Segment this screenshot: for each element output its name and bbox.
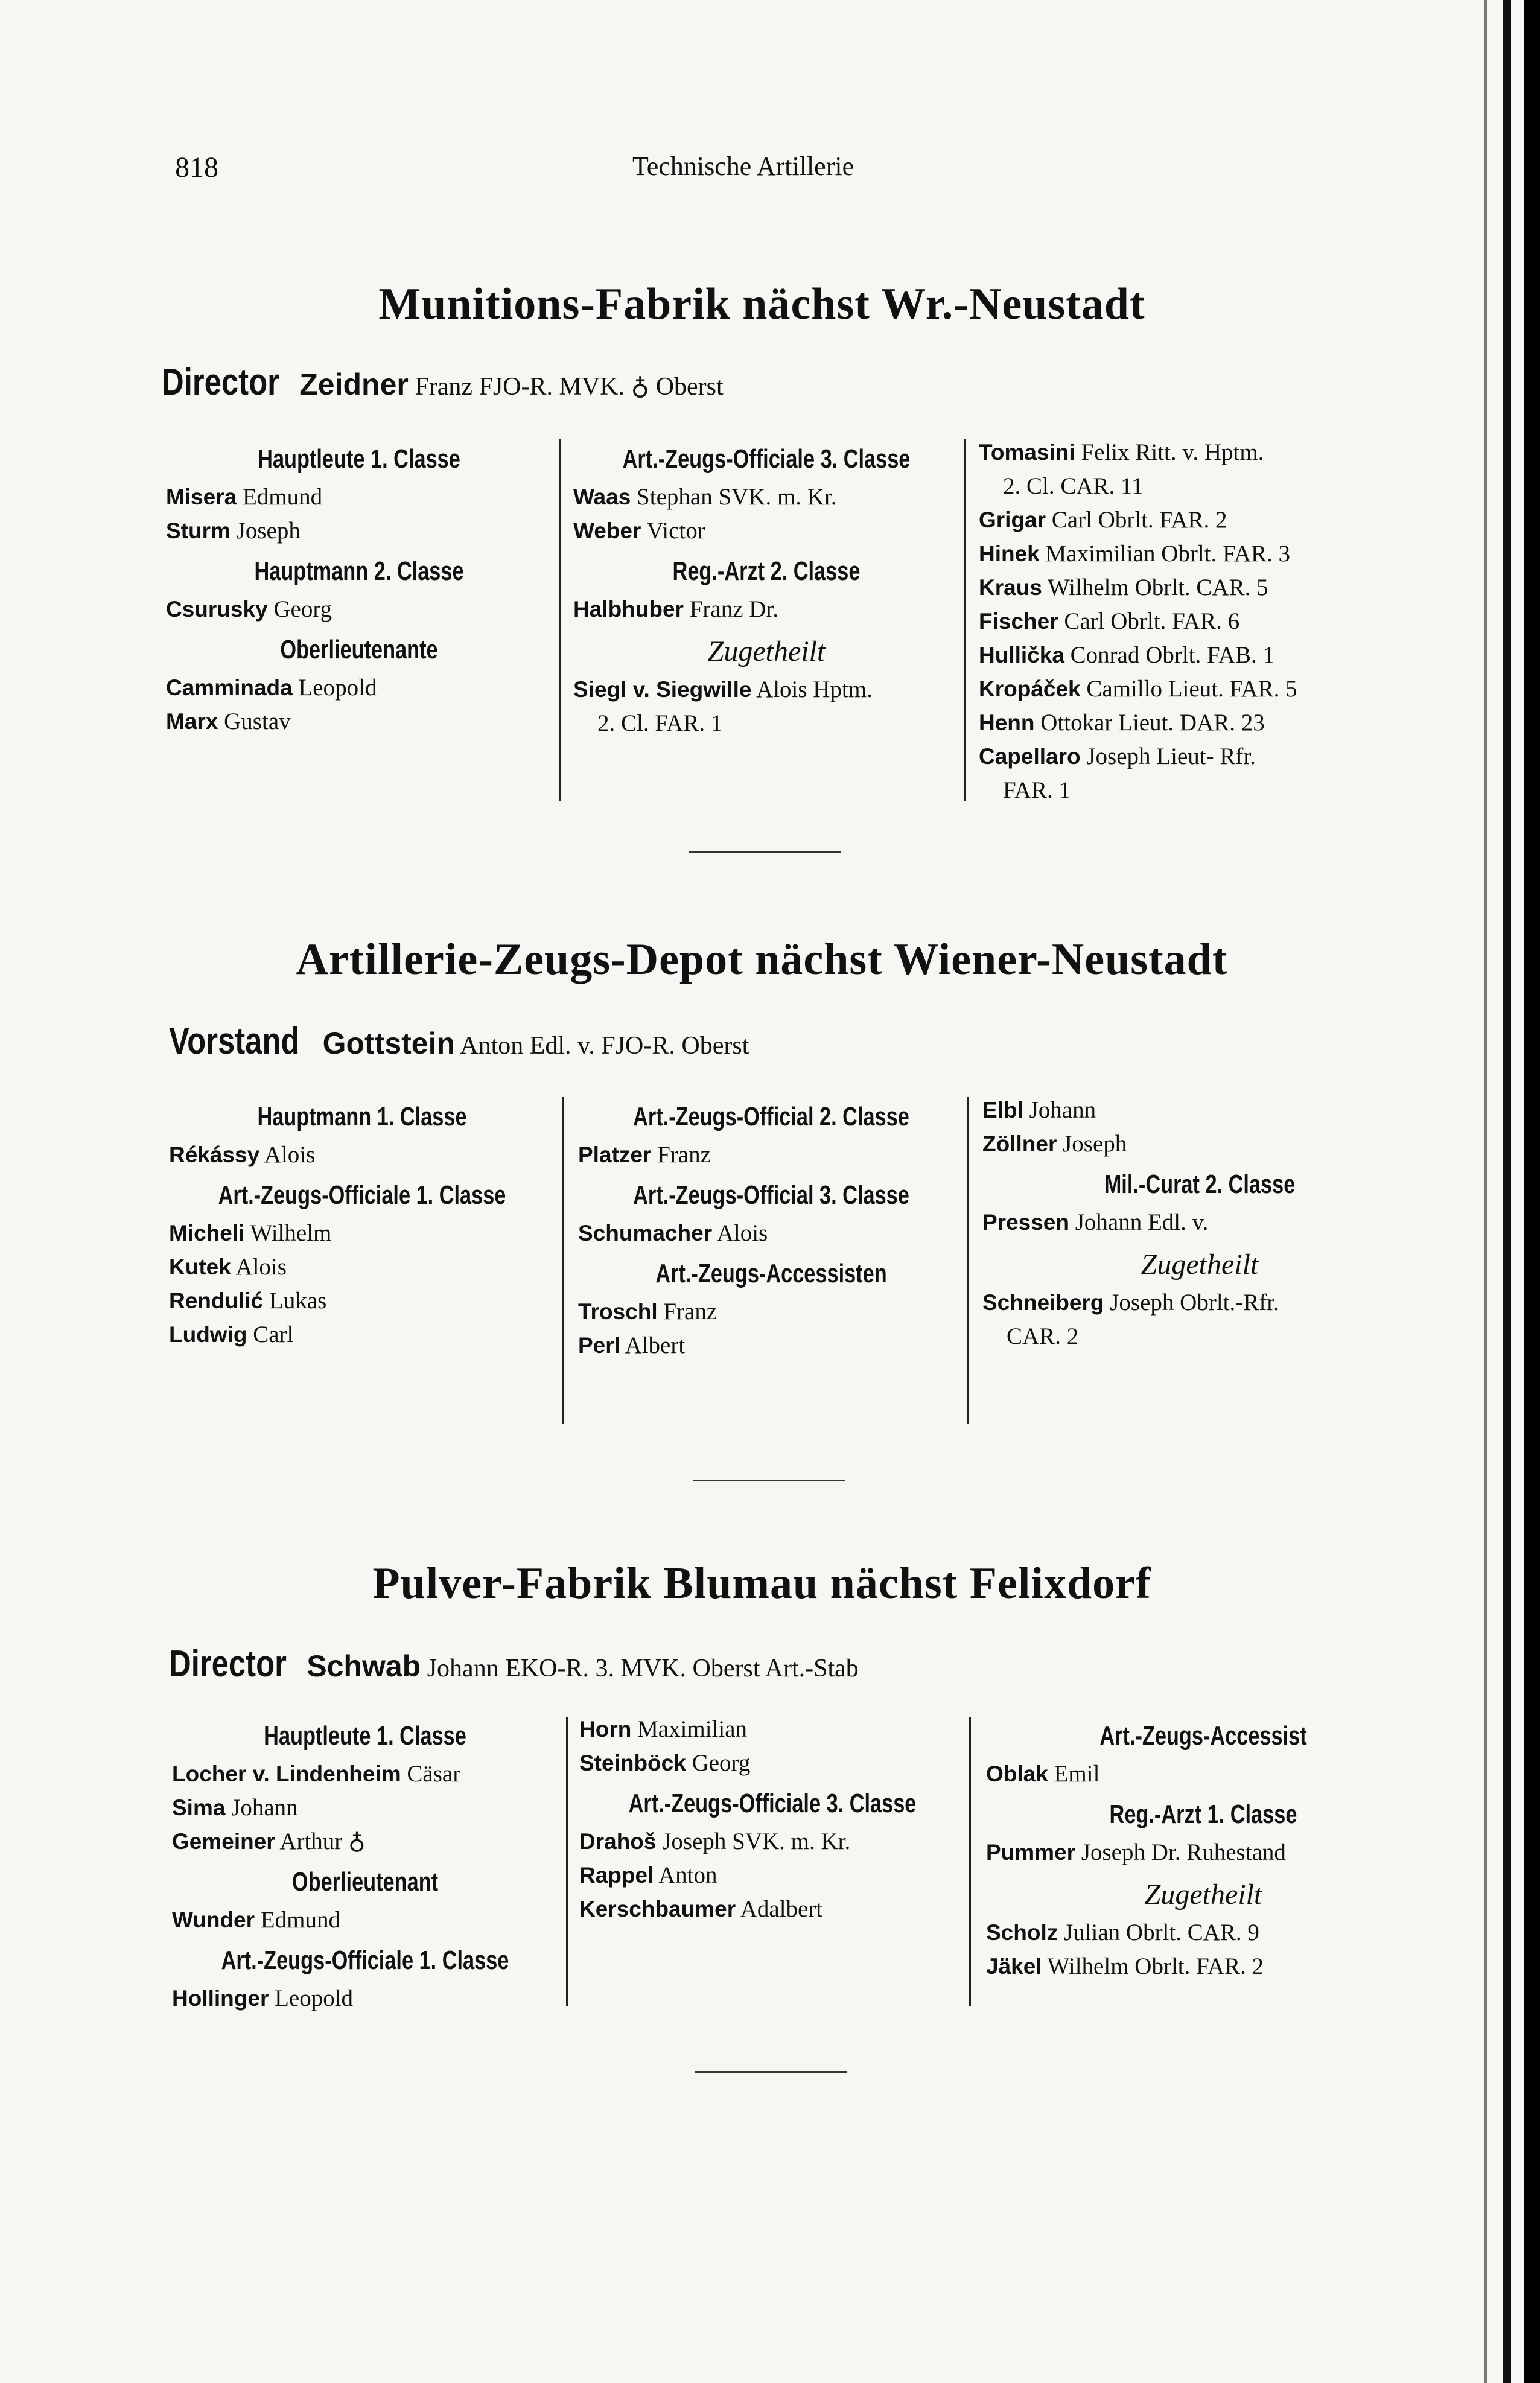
personnel-entry: [166, 671, 552, 705]
entry-detail: Lukas: [269, 1288, 327, 1314]
entry-detail: CAR. 2: [1007, 1323, 1079, 1349]
entry-continuation: [979, 469, 1413, 503]
rank-heading: Art.-Zeugs-Officiale 1. Classe: [218, 1180, 506, 1210]
lead-details: Franz FJO-R. MVK. ♁ Oberst: [415, 373, 724, 401]
column-divider: [566, 1717, 568, 2006]
personnel-entry: [169, 1217, 555, 1250]
entry-detail: 2. Cl. CAR. 11: [1003, 473, 1144, 499]
section3-column1: [172, 1713, 558, 2016]
entry-detail: Julian Obrlt. CAR. 9: [1064, 1920, 1259, 1946]
entry-surname: Gemeiner: [172, 1829, 275, 1854]
entry-surname: Siegl v. Siegwille: [573, 677, 752, 702]
personnel-entry: [579, 1713, 966, 1746]
entry-detail: Gustav: [224, 708, 291, 734]
rank-heading: Oberlieutenant: [291, 1867, 439, 1897]
personnel-entry: [982, 1093, 1417, 1127]
entry-detail: Arthur ♁: [279, 1828, 366, 1854]
entry-surname: Kropáček: [979, 676, 1081, 701]
entry-detail: Ottokar Lieut. DAR. 23: [1040, 710, 1265, 736]
personnel-entry: [578, 1138, 964, 1172]
personnel-entry: [579, 1892, 966, 1926]
entry-surname: Rékássy: [169, 1142, 260, 1167]
personnel-entry: [986, 1836, 1421, 1869]
entry-detail: Carl: [253, 1322, 294, 1347]
entry-surname: Henn: [979, 710, 1035, 735]
entry-detail: Joseph SVK. m. Kr.: [662, 1828, 851, 1854]
personnel-entry: [986, 1950, 1421, 1984]
entry-detail: Conrad Obrlt. FAB. 1: [1070, 642, 1275, 668]
entry-continuation: [573, 707, 959, 740]
section1-column3: [979, 436, 1413, 807]
personnel-entry: [979, 503, 1413, 537]
entry-surname: Wunder: [172, 1907, 255, 1932]
personnel-entry: [579, 1746, 966, 1780]
personnel-entry: [166, 705, 552, 739]
personnel-entry: [982, 1127, 1417, 1161]
rank-heading: Art.-Zeugs-Official 2. Classe: [633, 1102, 909, 1131]
entry-surname: Horn: [579, 1717, 632, 1742]
entry-detail: Johann: [1029, 1097, 1096, 1123]
entry-surname: Sima: [172, 1795, 226, 1820]
rank-heading: Art.-Zeugs-Accessisten: [655, 1259, 887, 1288]
rank-heading: Art.-Zeugs-Officiale 3. Classe: [628, 1789, 917, 1818]
rank-heading: Reg.-Arzt 2. Classe: [672, 556, 861, 586]
entry-detail: Carl Obrlt. FAR. 2: [1051, 507, 1227, 533]
entry-surname: Kerschbaumer: [579, 1897, 736, 1921]
entry-surname: Weber: [573, 518, 641, 543]
personnel-entry: [169, 1318, 555, 1352]
entry-detail: Cäsar: [407, 1761, 461, 1787]
entry-surname: Steinböck: [579, 1751, 686, 1775]
personnel-entry: [172, 1982, 558, 2016]
rank-heading: Hauptleute 1. Classe: [264, 1721, 466, 1751]
entry-surname: Capellaro: [979, 744, 1081, 769]
personnel-entry: [979, 638, 1413, 672]
attached-heading: Zugetheilt: [707, 635, 826, 667]
section2-column3: [982, 1093, 1417, 1354]
personnel-entry: [986, 1916, 1421, 1950]
column-divider: [559, 439, 561, 801]
entry-surname: Perl: [578, 1333, 620, 1358]
entry-surname: Hollinger: [172, 1986, 269, 2011]
entry-detail: Franz Dr.: [689, 596, 779, 622]
entry-detail: Franz: [663, 1299, 718, 1325]
entry-detail: Camillo Lieut. FAR. 5: [1086, 676, 1297, 702]
entry-detail: Joseph Lieut- Rfr.: [1086, 743, 1256, 769]
entry-detail: Joseph Obrlt.-Rfr.: [1110, 1290, 1279, 1316]
entry-detail: Adalbert: [740, 1896, 823, 1922]
page-number: 818: [175, 151, 218, 183]
lead-name: Schwab: [307, 1649, 421, 1683]
personnel-entry: [166, 514, 552, 548]
entry-detail: Anton: [658, 1862, 718, 1888]
personnel-entry: [172, 1903, 558, 1937]
page-edge-shadow: [1484, 0, 1487, 2383]
entry-detail: Maximilian Obrlt. FAR. 3: [1045, 541, 1291, 567]
entry-detail: FAR. 1: [1003, 777, 1071, 803]
personnel-entry: [979, 605, 1413, 638]
personnel-entry: [979, 672, 1413, 706]
personnel-entry: [172, 1791, 558, 1825]
entry-surname: Rendulić: [169, 1288, 264, 1313]
lead-role: Vorstand: [169, 1020, 300, 1062]
entry-surname: Camminada: [166, 675, 293, 700]
entry-surname: Elbl: [982, 1098, 1023, 1122]
section2-column1: [169, 1093, 555, 1352]
entry-detail: Edmund: [242, 484, 323, 510]
entry-surname: Scholz: [986, 1920, 1058, 1945]
personnel-entry: [578, 1295, 964, 1329]
personnel-entry: [982, 1206, 1417, 1239]
section-title-munitions: Munitions-Fabrik nächst Wr.-Neustadt: [378, 279, 1145, 329]
entry-detail: Carl Obrlt. FAR. 6: [1064, 608, 1240, 634]
personnel-entry: [979, 740, 1413, 774]
personnel-entry: [166, 480, 552, 514]
entry-detail: Joseph: [1063, 1131, 1127, 1157]
entry-detail: Johann: [231, 1795, 298, 1821]
entry-detail: Alois: [235, 1254, 287, 1280]
section-lead-pulver: [169, 1643, 859, 1685]
rank-heading: Oberlieutenante: [280, 635, 438, 664]
rank-heading: Reg.-Arzt 1. Classe: [1109, 1799, 1297, 1829]
entry-detail: Joseph Dr. Ruhestand: [1081, 1839, 1286, 1865]
personnel-entry: [578, 1217, 964, 1250]
attached-heading: Zugetheilt: [1144, 1879, 1262, 1911]
entry-surname: Pressen: [982, 1210, 1069, 1235]
lead-name: Zeidner: [299, 367, 409, 401]
entry-surname: Micheli: [169, 1221, 245, 1246]
entry-detail: Alois: [264, 1142, 316, 1168]
entry-detail: Alois: [716, 1220, 768, 1246]
personnel-entry: [166, 593, 552, 626]
entry-surname: Schumacher: [578, 1221, 713, 1246]
section-title-pulver: Pulver-Fabrik Blumau nächst Felixdorf: [372, 1559, 1151, 1608]
column-divider: [969, 1717, 971, 2006]
section-separator: [689, 851, 841, 853]
entry-surname: Oblak: [986, 1761, 1048, 1786]
entry-surname: Locher v. Lindenheim: [172, 1761, 401, 1786]
entry-detail: Albert: [625, 1332, 686, 1358]
entry-surname: Sturm: [166, 518, 231, 543]
entry-surname: Csurusky: [166, 597, 268, 622]
section1-column2: [573, 436, 959, 740]
entry-surname: Grigar: [979, 507, 1046, 532]
personnel-entry: [579, 1825, 966, 1859]
lead-name: Gottstein: [322, 1026, 456, 1060]
personnel-entry: [172, 1825, 558, 1859]
section-lead-munitions: [162, 361, 724, 404]
lead-role: Director: [169, 1643, 287, 1685]
personnel-entry: [169, 1284, 555, 1318]
personnel-entry: [979, 436, 1413, 469]
entry-surname: Pummer: [986, 1840, 1076, 1865]
rank-heading: Hauptmann 1. Classe: [257, 1102, 467, 1131]
entry-detail: Joseph: [236, 518, 301, 544]
section2-column2: [578, 1093, 964, 1363]
personnel-entry: [982, 1286, 1417, 1320]
entry-detail: Georg: [692, 1750, 751, 1776]
entry-surname: Schneiberg: [982, 1290, 1104, 1315]
entry-surname: Jäkel: [986, 1954, 1042, 1979]
entry-detail: Felix Ritt. v. Hptm.: [1081, 439, 1264, 465]
rank-heading: Hauptmann 2. Classe: [254, 556, 464, 586]
entry-detail: 2. Cl. FAR. 1: [597, 710, 723, 736]
entry-surname: Halbhuber: [573, 597, 684, 622]
entry-detail: Alois Hptm.: [756, 676, 873, 702]
section-separator: [693, 1480, 845, 1481]
personnel-entry: [573, 480, 959, 514]
entry-detail: Wilhelm Obrlt. FAR. 2: [1047, 1953, 1264, 1979]
rank-heading: Art.-Zeugs-Officiale 1. Classe: [221, 1946, 509, 1975]
column-divider: [562, 1097, 564, 1424]
entry-detail: Wilhelm: [250, 1220, 332, 1246]
entry-surname: Ludwig: [169, 1322, 247, 1347]
entry-surname: Troschl: [578, 1299, 658, 1324]
entry-surname: Platzer: [578, 1142, 652, 1167]
entry-detail: Wilhelm Obrlt. CAR. 5: [1047, 574, 1268, 600]
running-head: Technische Artillerie: [632, 151, 854, 181]
entry-detail: Leopold: [275, 1985, 354, 2011]
entry-detail: Johann Edl. v.: [1075, 1209, 1209, 1235]
section3-column3: [986, 1713, 1421, 1984]
column-divider: [964, 439, 966, 801]
entry-continuation: [982, 1320, 1417, 1354]
entry-surname: Tomasini: [979, 440, 1075, 465]
personnel-entry: [169, 1138, 555, 1172]
entry-surname: Waas: [573, 485, 631, 509]
entry-surname: Rappel: [579, 1863, 654, 1888]
section-title-depot: Artillerie-Zeugs-Depot nächst Wiener-Neustadt: [296, 935, 1228, 984]
section-separator: [695, 2071, 847, 2073]
entry-detail: Stephan SVK. m. Kr.: [637, 484, 837, 510]
rank-heading: Art.-Zeugs-Accessist: [1099, 1721, 1307, 1751]
rank-heading: Art.-Zeugs-Official 3. Classe: [633, 1180, 909, 1210]
entry-surname: Kraus: [979, 575, 1042, 600]
entry-surname: Hinek: [979, 541, 1040, 566]
entry-detail: Emil: [1054, 1761, 1100, 1787]
entry-surname: Fischer: [979, 609, 1058, 634]
entry-detail: Franz: [657, 1142, 711, 1168]
entry-surname: Drahoš: [579, 1829, 657, 1854]
section3-column2: [579, 1713, 966, 1926]
personnel-entry: [578, 1329, 964, 1363]
entry-detail: Edmund: [260, 1907, 340, 1933]
entry-detail: Leopold: [298, 675, 377, 701]
lead-role: Director: [162, 361, 279, 403]
entry-surname: Misera: [166, 485, 237, 509]
entry-surname: Marx: [166, 709, 218, 734]
personnel-entry: [169, 1250, 555, 1284]
entry-detail: Georg: [273, 596, 332, 622]
personnel-entry: [573, 593, 959, 626]
personnel-entry: [979, 571, 1413, 605]
entry-detail: Victor: [646, 518, 705, 544]
personnel-entry: [172, 1757, 558, 1791]
rank-heading: Hauptleute 1. Classe: [258, 444, 460, 474]
rank-heading: Art.-Zeugs-Officiale 3. Classe: [622, 444, 911, 474]
lead-details: Johann EKO-R. 3. MVK. Oberst Art.-Stab: [427, 1655, 859, 1682]
personnel-entry: [573, 673, 959, 707]
page-edge: [1503, 0, 1511, 2383]
personnel-entry: [579, 1859, 966, 1892]
lead-details: Anton Edl. v. FJO-R. Oberst: [460, 1032, 749, 1060]
personnel-entry: [979, 537, 1413, 571]
section-lead-depot: [169, 1020, 749, 1063]
entry-surname: Kutek: [169, 1255, 231, 1279]
section1-column1: [166, 436, 552, 739]
personnel-entry: [979, 706, 1413, 740]
entry-surname: Hullička: [979, 643, 1064, 667]
attached-heading: Zugetheilt: [1141, 1249, 1259, 1281]
column-divider: [967, 1097, 969, 1424]
personnel-entry: [986, 1757, 1421, 1791]
entry-continuation: [979, 774, 1413, 807]
personnel-entry: [573, 514, 959, 548]
entry-detail: Maximilian: [637, 1716, 748, 1742]
entry-surname: Zöllner: [982, 1131, 1057, 1156]
rank-heading: Mil.-Curat 2. Classe: [1104, 1169, 1296, 1199]
